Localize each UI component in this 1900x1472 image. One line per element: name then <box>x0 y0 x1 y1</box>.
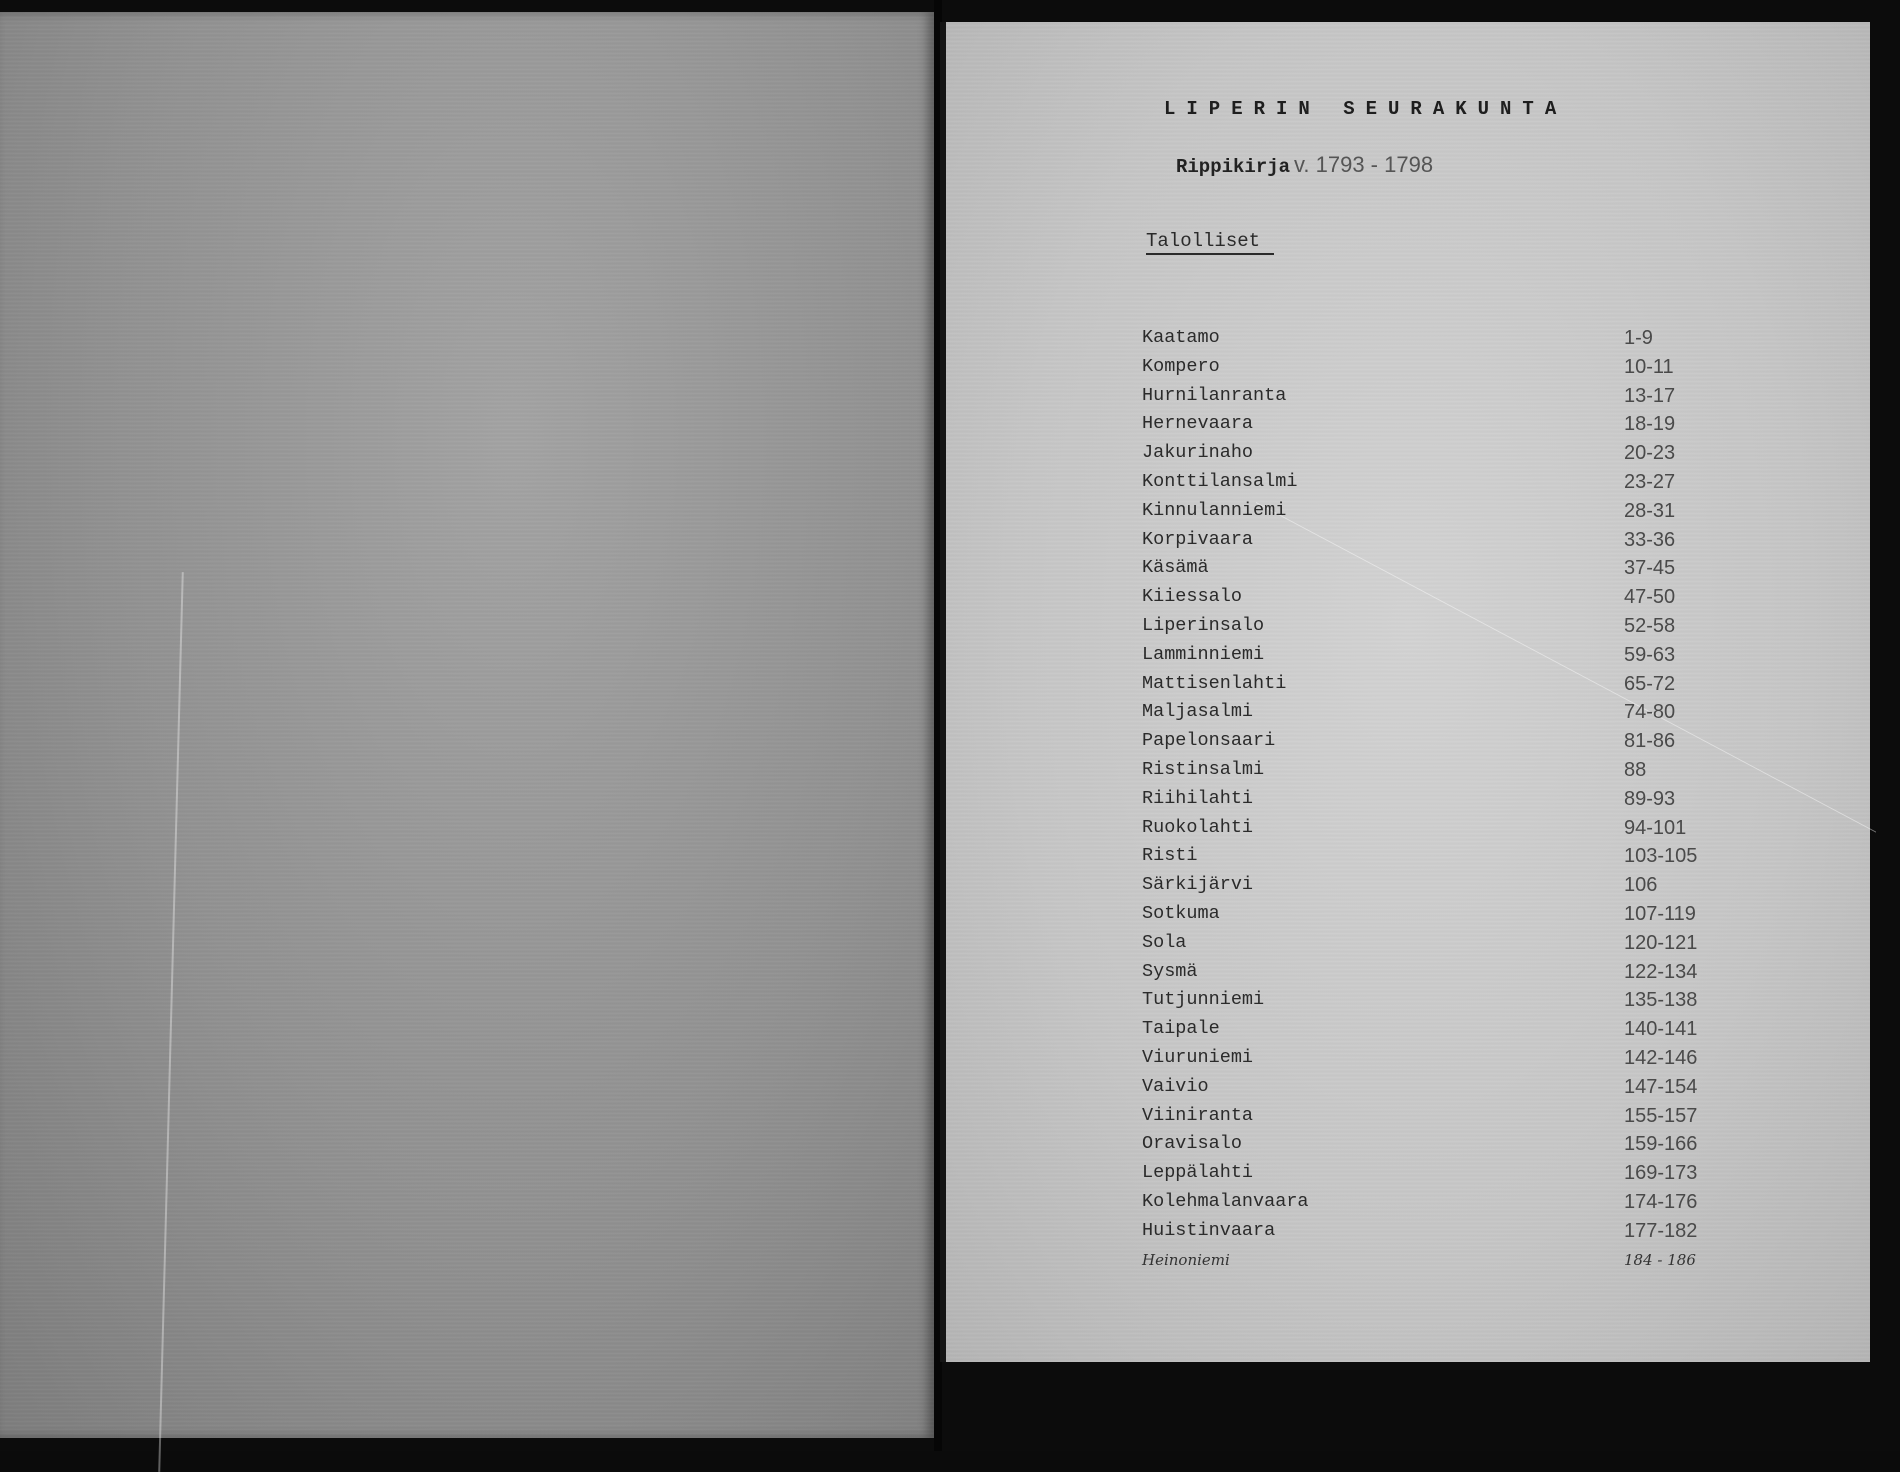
index-row <box>1142 641 1702 670</box>
village-name: Liperinsalo <box>1142 614 1265 636</box>
register-years: v. 1793 - 1798 <box>1294 152 1434 177</box>
village-index-list <box>1142 324 1702 1274</box>
village-name: Vaivio <box>1142 1075 1209 1097</box>
scratch-mark <box>158 572 184 1472</box>
page-range: 103-105 <box>1624 845 1698 868</box>
village-name: Kinnulanniemi <box>1142 499 1287 521</box>
page-range: 10-11 <box>1624 355 1674 378</box>
page-range: 174-176 <box>1624 1190 1698 1213</box>
section-title: Talolliset <box>1146 230 1274 255</box>
index-row <box>1142 497 1702 526</box>
page-range: 1-9 <box>1624 327 1653 349</box>
page-range: 122-134 <box>1624 960 1698 983</box>
village-name: Käsämä <box>1142 557 1209 579</box>
page-range: 20-23 <box>1624 442 1676 465</box>
page-range: 18-19 <box>1624 413 1676 436</box>
index-row <box>1142 410 1702 439</box>
page-range: 13-17 <box>1624 384 1676 407</box>
village-name: Taipale <box>1142 1018 1220 1040</box>
index-row <box>1142 1130 1702 1159</box>
index-row <box>1142 727 1702 756</box>
village-name: Sola <box>1142 931 1187 953</box>
index-row <box>1142 1246 1702 1275</box>
index-row <box>1142 958 1702 987</box>
index-row <box>1142 842 1702 871</box>
page-range: 155-157 <box>1624 1104 1698 1127</box>
index-row <box>1142 468 1702 497</box>
index-row <box>1142 324 1702 353</box>
page-range: 120-121 <box>1624 931 1698 954</box>
index-row <box>1142 756 1702 785</box>
page-range: 74-80 <box>1624 701 1676 724</box>
page-range: 140-141 <box>1624 1018 1698 1041</box>
register-type-label: Rippikirja <box>1176 156 1291 178</box>
index-row <box>1142 439 1702 468</box>
index-row <box>1142 670 1702 699</box>
index-row <box>1142 1044 1702 1073</box>
page-range: 47-50 <box>1624 586 1676 609</box>
index-row <box>1142 929 1702 958</box>
page-range: 106 <box>1624 874 1658 897</box>
index-row <box>1142 612 1702 641</box>
village-name: Viiniranta <box>1142 1104 1254 1126</box>
village-name: Riihilahti <box>1142 787 1254 809</box>
page-range: 159-166 <box>1624 1133 1698 1156</box>
index-row <box>1142 1102 1702 1131</box>
page-range: 65-72 <box>1624 672 1676 695</box>
village-name: Kiiessalo <box>1142 586 1242 608</box>
page-range: 89-93 <box>1624 787 1676 810</box>
village-name: Korpivaara <box>1142 528 1254 550</box>
index-row <box>1142 583 1702 612</box>
index-row <box>1142 382 1702 411</box>
village-name: Hurnilanranta <box>1142 384 1287 406</box>
village-name: Särkijärvi <box>1142 874 1254 896</box>
village-name: Risti <box>1142 845 1198 867</box>
village-name: Tutjunniemi <box>1142 989 1265 1011</box>
village-name: Maljasalmi <box>1142 701 1254 723</box>
village-name: Leppälahti <box>1142 1162 1254 1184</box>
page-range: 135-138 <box>1624 989 1698 1012</box>
index-row <box>1142 353 1702 382</box>
village-name: Sotkuma <box>1142 902 1220 924</box>
village-name: Hernevaara <box>1142 413 1254 435</box>
page-range: 23-27 <box>1624 470 1676 493</box>
village-name: Viuruniemi <box>1142 1046 1254 1068</box>
village-name: Kompero <box>1142 355 1220 377</box>
index-row <box>1142 814 1702 843</box>
index-row <box>1142 1217 1702 1246</box>
village-name: Heinoniemi <box>1142 1250 1230 1269</box>
page-range: 33-36 <box>1624 528 1676 551</box>
register-subheading <box>1176 152 1433 178</box>
index-row <box>1142 1159 1702 1188</box>
page-range: 177-182 <box>1624 1219 1698 1242</box>
page-range: 28-31 <box>1624 499 1676 522</box>
village-name: Oravisalo <box>1142 1133 1242 1155</box>
village-name: Ruokolahti <box>1142 816 1254 838</box>
index-row <box>1142 900 1702 929</box>
index-row <box>1142 1073 1702 1102</box>
right-page-index <box>940 22 1870 1362</box>
page-range: 142-146 <box>1624 1046 1698 1069</box>
index-row <box>1142 871 1702 900</box>
page-range: 94-101 <box>1624 816 1687 839</box>
village-name: Ristinsalmi <box>1142 758 1265 780</box>
page-range: 59-63 <box>1624 643 1676 666</box>
index-row <box>1142 986 1702 1015</box>
village-name: Lamminniemi <box>1142 643 1265 665</box>
village-name: Mattisenlahti <box>1142 672 1287 694</box>
page-range: 107-119 <box>1624 902 1696 925</box>
page-range: 169-173 <box>1624 1162 1698 1185</box>
page-range: 52-58 <box>1624 614 1676 637</box>
village-name: Konttilansalmi <box>1142 470 1298 492</box>
village-name: Jakurinaho <box>1142 442 1254 464</box>
page-range: 37-45 <box>1624 557 1676 580</box>
page-range: 88 <box>1624 758 1647 781</box>
page-range: 81-86 <box>1624 730 1676 753</box>
page-range: 184 - 186 <box>1624 1250 1696 1269</box>
village-name: Huistinvaara <box>1142 1219 1276 1241</box>
index-row <box>1142 1015 1702 1044</box>
index-row <box>1142 554 1702 583</box>
village-name: Kolehmalanvaara <box>1142 1190 1309 1212</box>
village-name: Papelonsaari <box>1142 730 1276 752</box>
index-row <box>1142 526 1702 555</box>
village-name: Kaatamo <box>1142 327 1220 348</box>
index-row <box>1142 785 1702 814</box>
index-row <box>1142 1188 1702 1217</box>
village-name: Sysmä <box>1142 960 1198 982</box>
left-page-blank <box>0 12 934 1438</box>
page-range: 147-154 <box>1624 1075 1698 1098</box>
index-row <box>1142 698 1702 727</box>
parish-heading: LIPERIN SEURAKUNTA <box>1164 98 1568 120</box>
